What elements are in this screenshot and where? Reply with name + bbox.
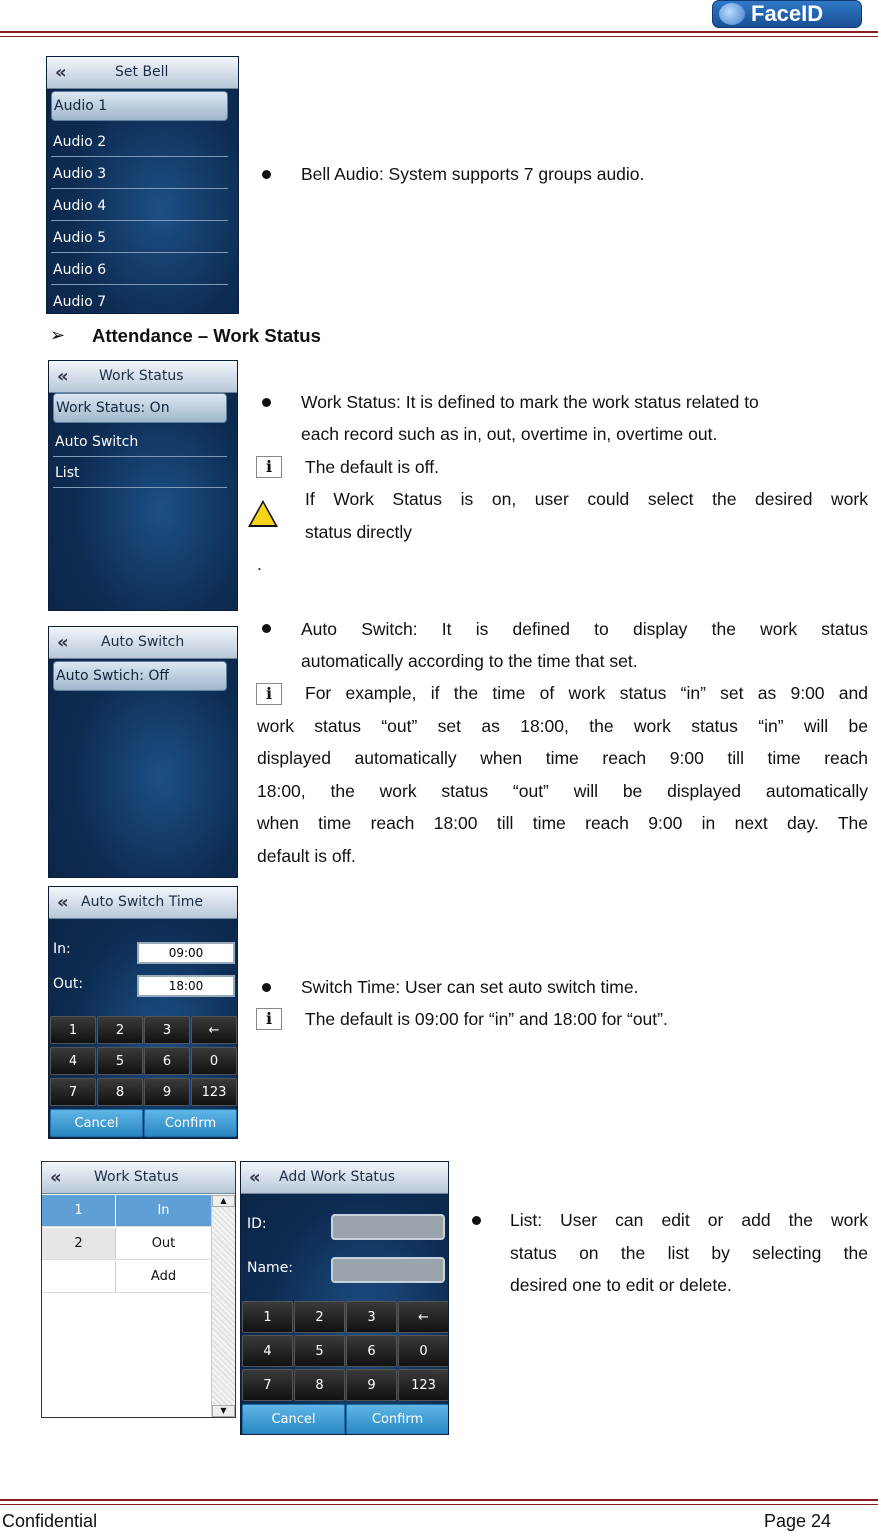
menu-item-list[interactable]: List — [53, 458, 227, 488]
in-label: In: — [53, 941, 71, 957]
key-2[interactable]: 2 — [294, 1301, 345, 1333]
auto-switch-note-line-6: default is off. — [257, 846, 356, 866]
key-3[interactable]: 3 — [144, 1016, 190, 1044]
back-icon[interactable]: « — [57, 892, 69, 913]
arrow-bullet-icon: ➢ — [50, 325, 66, 345]
screen-title: Auto Switch Time — [81, 894, 203, 910]
key-6[interactable]: 6 — [144, 1047, 190, 1075]
footer-page-number: Page 24 — [764, 1511, 832, 1531]
back-icon[interactable]: « — [50, 1167, 62, 1188]
menu-item-auto-switch[interactable]: Auto Switch — [53, 427, 227, 457]
in-time-input[interactable]: 09:00 — [137, 942, 235, 964]
out-label: Out: — [53, 976, 84, 992]
switch-time-note: The default is 09:00 for “in” and 18:00 for “out”. — [305, 1009, 668, 1029]
row-id — [42, 1261, 116, 1292]
key-8[interactable]: 8 — [97, 1078, 143, 1106]
bell-audio-text: Bell Audio: System supports 7 groups audio. — [301, 164, 645, 184]
key-1[interactable]: 1 — [242, 1301, 293, 1333]
key-123[interactable]: 123 — [191, 1078, 237, 1106]
add-row[interactable]: Add — [150, 1269, 177, 1284]
bullet-icon — [262, 624, 271, 633]
switch-time-desc: Switch Time: User can set auto switch time. — [301, 977, 639, 997]
key-8[interactable]: 8 — [294, 1369, 345, 1401]
menu-item-audio-1[interactable]: Audio 1 — [51, 91, 228, 121]
faceid-logo — [712, 0, 862, 28]
info-icon: i — [256, 456, 282, 478]
row-id: 2 — [42, 1228, 116, 1259]
screen-title: Set Bell — [115, 64, 169, 80]
auto-switch-note-line-1: For example, if the time of work status “in” set as 9:00 and — [305, 683, 868, 703]
bullet-icon — [262, 983, 271, 992]
auto-switch-desc-line-1: Auto Switch: It is defined to display the work status — [301, 619, 868, 639]
face-logo-icon — [719, 3, 745, 25]
header-rule — [0, 31, 878, 33]
logo-text: FaceID — [751, 1, 824, 26]
key-123[interactable]: 123 — [398, 1369, 449, 1401]
section-heading: Attendance – Work Status — [92, 325, 321, 346]
row-id: 1 — [42, 1195, 116, 1226]
row-name: Out — [116, 1228, 211, 1259]
warning-icon: ! — [248, 500, 278, 527]
footer-rule-thin — [0, 1504, 878, 1505]
menu-item-audio-5[interactable]: Audio 5 — [51, 223, 228, 253]
key-9[interactable]: 9 — [346, 1369, 397, 1401]
auto-switch-time-screen — [48, 886, 238, 1139]
screen-title-bar — [49, 361, 237, 393]
info-icon: i — [256, 683, 282, 705]
name-input[interactable] — [331, 1257, 445, 1283]
key-4[interactable]: 4 — [242, 1335, 293, 1367]
key-0[interactable]: 0 — [398, 1335, 449, 1367]
key-6[interactable]: 6 — [346, 1335, 397, 1367]
list-desc-line-1: List: User can edit or add the work — [510, 1210, 868, 1230]
menu-item-auto-switch-toggle[interactable]: Auto Swtich: Off — [53, 661, 227, 691]
scroll-up-icon[interactable]: ▲ — [212, 1195, 235, 1207]
screen-title-bar — [49, 887, 237, 919]
stray-period: . — [257, 554, 262, 574]
auto-switch-note-line-2: work status “out” set as 18:00, the work status “in” will be — [257, 716, 868, 736]
work-status-desc-line-2: each record such as in, out, overtime in, overtime out. — [301, 424, 718, 444]
footer-rule — [0, 1499, 878, 1501]
back-icon[interactable]: « — [57, 632, 69, 653]
screen-title: Work Status — [94, 1169, 179, 1185]
name-label: Name: — [247, 1260, 294, 1276]
bullet-icon — [472, 1216, 481, 1225]
add-work-status-screen — [240, 1161, 449, 1435]
table-row[interactable] — [42, 1195, 211, 1227]
confirm-button[interactable]: Confirm — [346, 1404, 449, 1435]
menu-item-work-status[interactable]: Work Status: On — [53, 393, 227, 423]
key-0[interactable]: 0 — [191, 1047, 237, 1075]
screen-title: Auto Switch — [101, 634, 185, 650]
id-label: ID: — [247, 1216, 267, 1232]
footer-confidential: Confidential — [2, 1511, 98, 1531]
key-backspace[interactable]: ← — [191, 1016, 237, 1044]
key-9[interactable]: 9 — [144, 1078, 190, 1106]
screen-title-bar — [42, 1162, 235, 1194]
screen-title-bar — [49, 627, 237, 659]
auto-switch-screen — [48, 626, 238, 878]
work-status-note: The default is off. — [305, 457, 439, 477]
table-row[interactable] — [42, 1228, 211, 1260]
list-desc-line-2: status on the list by selecting the — [510, 1243, 868, 1263]
key-5[interactable]: 5 — [294, 1335, 345, 1367]
scroll-down-icon[interactable]: ▼ — [212, 1405, 235, 1417]
key-5[interactable]: 5 — [97, 1047, 143, 1075]
out-time-input[interactable]: 18:00 — [137, 975, 235, 997]
work-status-warn-line-1: If Work Status is on, user could select the desired work — [305, 489, 868, 509]
screen-title: Add Work Status — [279, 1169, 396, 1185]
scrollbar[interactable] — [211, 1195, 235, 1417]
auto-switch-desc-line-2: automatically according to the time that set. — [301, 651, 638, 671]
menu-item-audio-2[interactable]: Audio 2 — [51, 127, 228, 157]
key-3[interactable]: 3 — [346, 1301, 397, 1333]
set-bell-screen — [46, 56, 239, 314]
menu-item-audio-7[interactable]: Audio 7 — [53, 294, 107, 310]
back-icon[interactable]: « — [249, 1167, 261, 1188]
work-status-screen — [48, 360, 238, 611]
work-status-warn-line-2: status directly — [305, 522, 412, 542]
auto-switch-note-line-4: 18:00, the work status “out” will be displayed automatically — [257, 781, 868, 801]
menu-item-audio-4[interactable]: Audio 4 — [51, 191, 228, 221]
back-icon[interactable]: « — [57, 366, 69, 387]
screen-title-bar — [47, 57, 238, 89]
bullet-icon — [262, 170, 271, 179]
key-4[interactable]: 4 — [50, 1047, 96, 1075]
auto-switch-note-line-5: when time reach 18:00 till time reach 9:00 in next day. The — [257, 813, 868, 833]
key-2[interactable]: 2 — [97, 1016, 143, 1044]
id-input[interactable] — [331, 1214, 445, 1240]
list-desc-line-3: desired one to edit or delete. — [510, 1275, 732, 1295]
screen-title-bar — [241, 1162, 448, 1194]
table-row[interactable] — [42, 1261, 211, 1293]
key-backspace[interactable]: ← — [398, 1301, 449, 1333]
info-icon: i — [256, 1008, 282, 1030]
key-1[interactable]: 1 — [50, 1016, 96, 1044]
key-7[interactable]: 7 — [50, 1078, 96, 1106]
screen-title: Work Status — [99, 368, 184, 384]
work-status-list-screen — [41, 1161, 236, 1418]
cancel-button[interactable]: Cancel — [242, 1404, 345, 1435]
bullet-icon — [262, 398, 271, 407]
menu-item-audio-3[interactable]: Audio 3 — [51, 159, 228, 189]
menu-item-audio-6[interactable]: Audio 6 — [51, 255, 228, 285]
work-status-desc-line-1: Work Status: It is defined to mark the work status related to — [301, 392, 759, 412]
back-icon[interactable]: « — [55, 62, 67, 83]
cancel-button[interactable]: Cancel — [50, 1109, 143, 1137]
header-rule-thin — [0, 36, 878, 37]
confirm-button[interactable]: Confirm — [144, 1109, 237, 1137]
row-name: In — [157, 1203, 170, 1218]
auto-switch-note-line-3: displayed automatically when time reach 9:00 till time reach — [257, 748, 868, 768]
key-7[interactable]: 7 — [242, 1369, 293, 1401]
